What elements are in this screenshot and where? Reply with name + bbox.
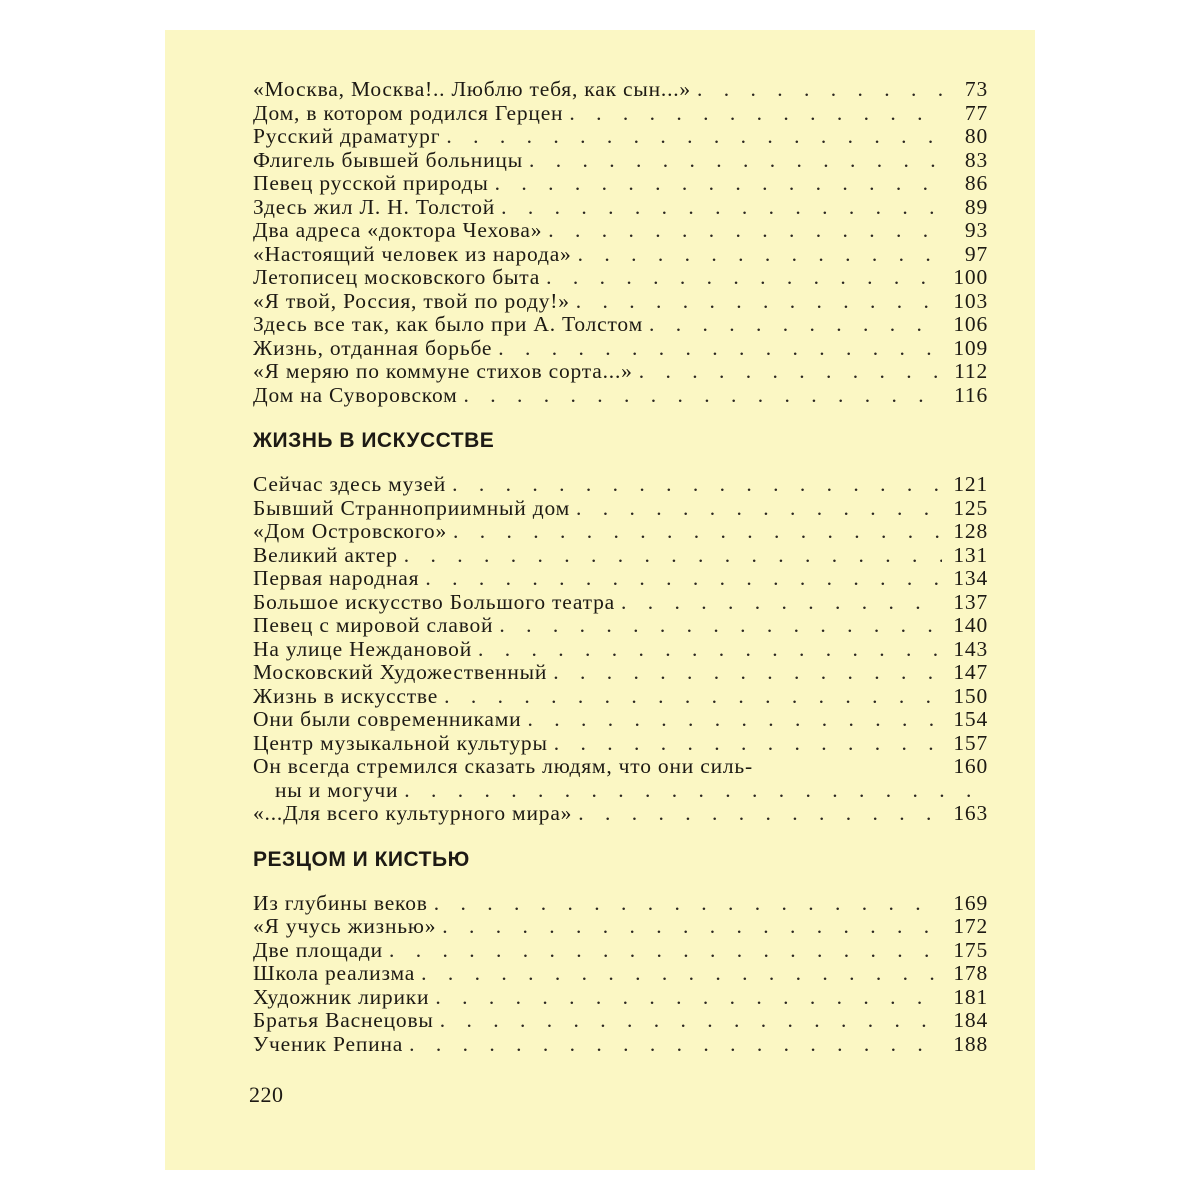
toc-entry xyxy=(253,102,988,126)
entry-title: Русский драматург xyxy=(253,124,441,148)
book-page xyxy=(165,30,1035,1170)
entry-page-number: 106 xyxy=(953,312,988,336)
dot-leader xyxy=(547,661,942,685)
toc-entry xyxy=(253,708,988,732)
entry-title: Певец с мировой славой xyxy=(253,613,494,637)
entry-title: Из глубины веков xyxy=(253,890,428,915)
entry-title: Школа реализма xyxy=(253,961,416,985)
entry-page-number: 77 xyxy=(964,100,988,125)
entry-page-number: 89 xyxy=(964,194,988,219)
entry-title: «Настоящий человек из народа» xyxy=(253,241,572,266)
dot-leader xyxy=(521,708,942,732)
toc-entry-continuation xyxy=(253,779,988,803)
entry-page-number: 103 xyxy=(953,288,988,313)
entry-page-number: 147 xyxy=(953,660,988,684)
dot-leader xyxy=(403,1033,942,1057)
table-of-contents xyxy=(253,78,988,1056)
entry-title: Сейчас здесь музей xyxy=(253,472,447,496)
toc-entry xyxy=(253,755,988,779)
dot-leader xyxy=(633,360,942,384)
toc-entry xyxy=(253,915,988,939)
toc-entry xyxy=(253,243,988,267)
toc-entry xyxy=(253,802,988,826)
toc-entry xyxy=(253,360,988,384)
dot-leader xyxy=(447,520,942,544)
entry-title: «Я твой, Россия, твой по роду!» xyxy=(253,288,570,313)
entry-title: «...Для всего культурного мира» xyxy=(253,801,573,825)
entry-page-number: 128 xyxy=(953,519,988,543)
entry-page-number: 140 xyxy=(953,613,988,637)
dot-leader xyxy=(540,266,942,290)
entry-page-number: 80 xyxy=(964,124,988,148)
dot-leader xyxy=(440,125,942,149)
toc-entry xyxy=(253,732,988,756)
entry-page-number: 137 xyxy=(953,589,988,614)
dot-leader xyxy=(438,685,942,709)
dot-leader xyxy=(429,986,942,1010)
entry-page-number: 172 xyxy=(953,914,988,938)
entry-title: Ученик Репина xyxy=(253,1031,404,1056)
toc-entry xyxy=(253,497,988,521)
entry-title: Летописец московского быта xyxy=(253,265,541,289)
toc-entry xyxy=(253,219,988,243)
dot-leader xyxy=(383,939,942,963)
entry-page-number: 157 xyxy=(953,730,988,755)
dot-leader xyxy=(398,544,942,568)
entry-title: Здесь все так, как было при А. Толстом xyxy=(253,312,643,336)
entry-title: Бывший Странноприимный дом xyxy=(253,495,571,520)
toc-entry xyxy=(253,149,988,173)
entry-page-number: 86 xyxy=(964,171,988,195)
toc-entry xyxy=(253,520,988,544)
dot-leader xyxy=(523,149,942,173)
toc-entry xyxy=(253,544,988,568)
entry-page-number: 154 xyxy=(953,707,988,731)
toc-entry xyxy=(253,591,988,615)
entry-title: «Я меряю по коммуне стихов сорта...» xyxy=(253,359,633,383)
toc-entry xyxy=(253,290,988,314)
toc-entry xyxy=(253,939,988,963)
dot-leader xyxy=(415,962,942,986)
entry-page-number: 93 xyxy=(964,218,988,242)
entry-page-number: 112 xyxy=(954,359,988,383)
page-number: 220 xyxy=(249,1082,284,1107)
dot-leader xyxy=(495,196,942,220)
dot-leader xyxy=(570,497,942,521)
dot-leader xyxy=(458,384,943,408)
dot-leader xyxy=(563,102,942,126)
entry-title: Он всегда стремился сказать людям, что они силь- xyxy=(253,754,753,778)
dot-leader xyxy=(472,638,942,662)
entry-title: На улице Неждановой xyxy=(253,636,473,661)
toc-entry xyxy=(253,266,988,290)
entry-title: Здесь жил Л. Н. Толстой xyxy=(253,194,496,219)
entry-page-number: 143 xyxy=(953,636,988,661)
toc-section xyxy=(253,840,988,1057)
entry-title: «Москва, Москва!.. Люблю тебя, как сын...» xyxy=(253,77,691,101)
toc-entry xyxy=(253,78,988,102)
entry-page-number: 184 xyxy=(953,1008,988,1032)
entry-title: «Я учусь жизнью» xyxy=(253,914,437,938)
toc-entry xyxy=(253,661,988,685)
entry-page-number: 131 xyxy=(953,542,988,567)
entry-page-number: 178 xyxy=(953,961,988,985)
entry-title: Две площади xyxy=(253,937,383,962)
entry-page-number: 109 xyxy=(953,335,988,360)
entry-page-number: 169 xyxy=(953,890,988,915)
entry-page-number: 175 xyxy=(953,937,988,962)
entry-title: Дом, в котором родился Герцен xyxy=(253,100,564,125)
entry-title: «Дом Островского» xyxy=(253,519,448,543)
entry-title: Они были современниками xyxy=(253,707,522,731)
entry-title: Флигель бывшей больницы xyxy=(253,147,523,172)
toc-entry xyxy=(253,384,988,408)
dot-leader xyxy=(691,78,942,102)
dot-leader xyxy=(489,172,942,196)
dot-leader xyxy=(548,732,942,756)
entry-title: Певец русской природы xyxy=(253,171,489,195)
toc-entry xyxy=(253,962,988,986)
entry-page-number: 121 xyxy=(953,472,988,496)
entry-page-number: 125 xyxy=(953,495,988,520)
dot-leader xyxy=(492,337,942,361)
entry-page-number: 100 xyxy=(953,265,988,289)
entry-page-number: 83 xyxy=(964,147,988,172)
dot-leader xyxy=(572,802,942,826)
dot-leader xyxy=(419,567,942,591)
entry-title: Братья Васнецовы xyxy=(253,1008,434,1032)
entry-title: Центр музыкальной культуры xyxy=(253,730,548,755)
entry-page-number: 160 xyxy=(953,754,988,778)
entry-title: Дом на Суворовском xyxy=(253,382,458,407)
toc-entry xyxy=(253,172,988,196)
entry-title: Жизнь в искусстве xyxy=(253,683,439,708)
section-heading: РЕЗЦОМ И КИСТЬЮ xyxy=(253,847,470,871)
toc-entry xyxy=(253,196,988,220)
entry-page-number: 116 xyxy=(954,382,988,407)
toc-entry xyxy=(253,1033,988,1057)
toc-entry xyxy=(253,892,988,916)
toc-entry xyxy=(253,685,988,709)
entry-page-number: 134 xyxy=(953,566,988,590)
toc-entry xyxy=(253,313,988,337)
dot-leader xyxy=(643,313,942,337)
dot-leader xyxy=(436,915,942,939)
section-heading: ЖИЗНЬ В ИСКУССТВЕ xyxy=(253,429,495,452)
dot-leader xyxy=(434,1009,942,1033)
toc-section xyxy=(253,78,988,407)
entry-page-number: 150 xyxy=(953,683,988,708)
entry-title: Жизнь, отданная борьбе xyxy=(253,335,493,360)
entry-title: Большое искусство Большого театра xyxy=(253,589,615,614)
entry-title: Художник лирики xyxy=(253,984,430,1009)
toc-entry xyxy=(253,638,988,662)
entry-title: Первая народная xyxy=(253,566,420,590)
dot-leader xyxy=(398,779,988,803)
dot-leader xyxy=(428,892,942,916)
entry-title: Московский Художественный xyxy=(253,660,548,684)
entry-page-number: 73 xyxy=(964,77,988,101)
toc-entry xyxy=(253,337,988,361)
dot-leader xyxy=(570,290,942,314)
entry-page-number: 181 xyxy=(953,984,988,1009)
dot-leader xyxy=(542,219,942,243)
toc-entry xyxy=(253,1009,988,1033)
toc-entry xyxy=(253,614,988,638)
dot-leader xyxy=(572,243,942,267)
entry-page-number: 97 xyxy=(964,241,988,266)
toc-entry xyxy=(253,473,988,497)
toc-entry xyxy=(253,125,988,149)
entry-title: Два адреса «доктора Чехова» xyxy=(253,218,543,242)
dot-leader xyxy=(493,614,942,638)
entry-title: Великий актер xyxy=(253,542,398,567)
dot-leader xyxy=(446,473,942,497)
toc-entry xyxy=(253,567,988,591)
entry-title-continuation: ны и могучи xyxy=(275,777,399,802)
entry-page-number: 188 xyxy=(953,1031,988,1056)
dot-leader xyxy=(615,591,942,615)
toc-entry xyxy=(253,986,988,1010)
toc-section xyxy=(253,421,988,826)
entry-page-number: 163 xyxy=(953,801,988,825)
